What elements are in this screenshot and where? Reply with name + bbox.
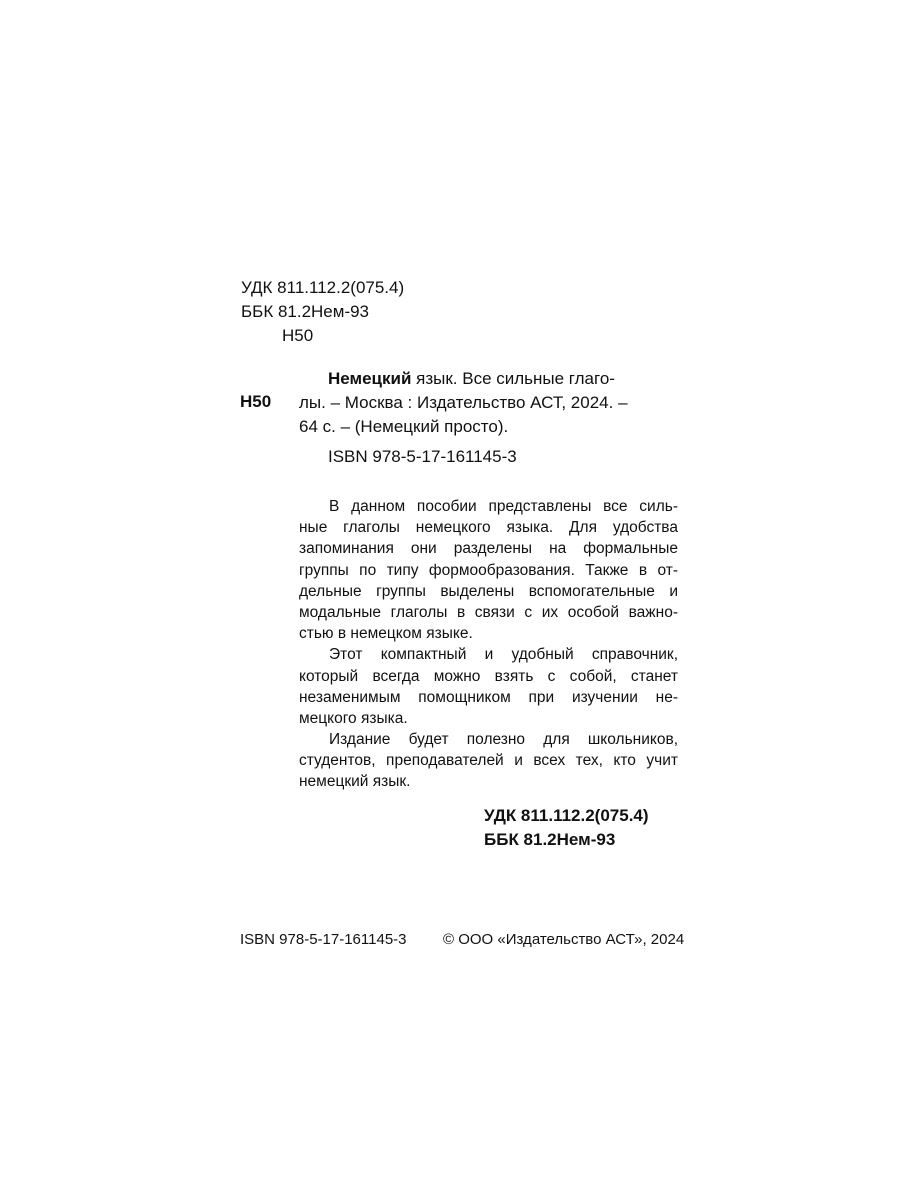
annotation-line: дельные группы выделены вспомогательные и [299, 582, 678, 600]
author-sign-bold: Н50 [240, 392, 272, 411]
annotation-line: ные глаголы немецкого языка. Для удобства [299, 519, 678, 537]
annotation-line: стью в немецком языке. [299, 625, 473, 643]
footer-copyright: © ООО «Издательство АСТ», 2024 [443, 931, 685, 948]
bib-isbn: ISBN 978-5-17-161145-3 [328, 447, 517, 466]
bib-line-2: лы. – Москва : Издательство АСТ, 2024. – [299, 393, 628, 412]
annotation [299, 496, 678, 793]
annotation-line: группы по типу формообразования. Также в от- [299, 561, 678, 579]
udk-code-bottom: УДК 811.112.2(075.4) [484, 806, 649, 825]
annotation-line: запоминания они разделены на формальные [299, 540, 678, 558]
bib-title-bold: Немецкий [328, 369, 412, 388]
annotation-line: Издание будет полезно для школьников, [329, 731, 678, 749]
annotation-line: модальные глаголы в связи с их особой важно- [299, 603, 678, 621]
bib-line-3: 64 с. – (Немецкий просто). [299, 417, 509, 436]
bbk-code-top: ББК 81.2Нем-93 [241, 302, 370, 321]
bbk-code-bottom: ББК 81.2Нем-93 [484, 830, 616, 849]
annotation-line: мецкого языка. [299, 709, 408, 727]
annotation-line: В данном пособии представлены все силь- [329, 498, 678, 515]
bib-line-1 [328, 367, 615, 391]
author-sign-top: Н50 [282, 326, 314, 345]
annotation-line: немецкий язык. [299, 773, 411, 791]
annotation-line: незаменимым помощником при изучении не- [299, 688, 678, 706]
footer-isbn: ISBN 978-5-17-161145-3 [240, 931, 407, 948]
annotation-line: Этот компактный и удобный справочник, [329, 646, 678, 664]
annotation-line: студентов, преподавателей и всех тех, кто учит [299, 752, 678, 770]
annotation-line: который всегда можно взять с собой, станет [299, 667, 678, 685]
udk-code-top: УДК 811.112.2(075.4) [241, 278, 405, 297]
bib-title-rest: язык. Все сильные глаго- [411, 369, 615, 388]
